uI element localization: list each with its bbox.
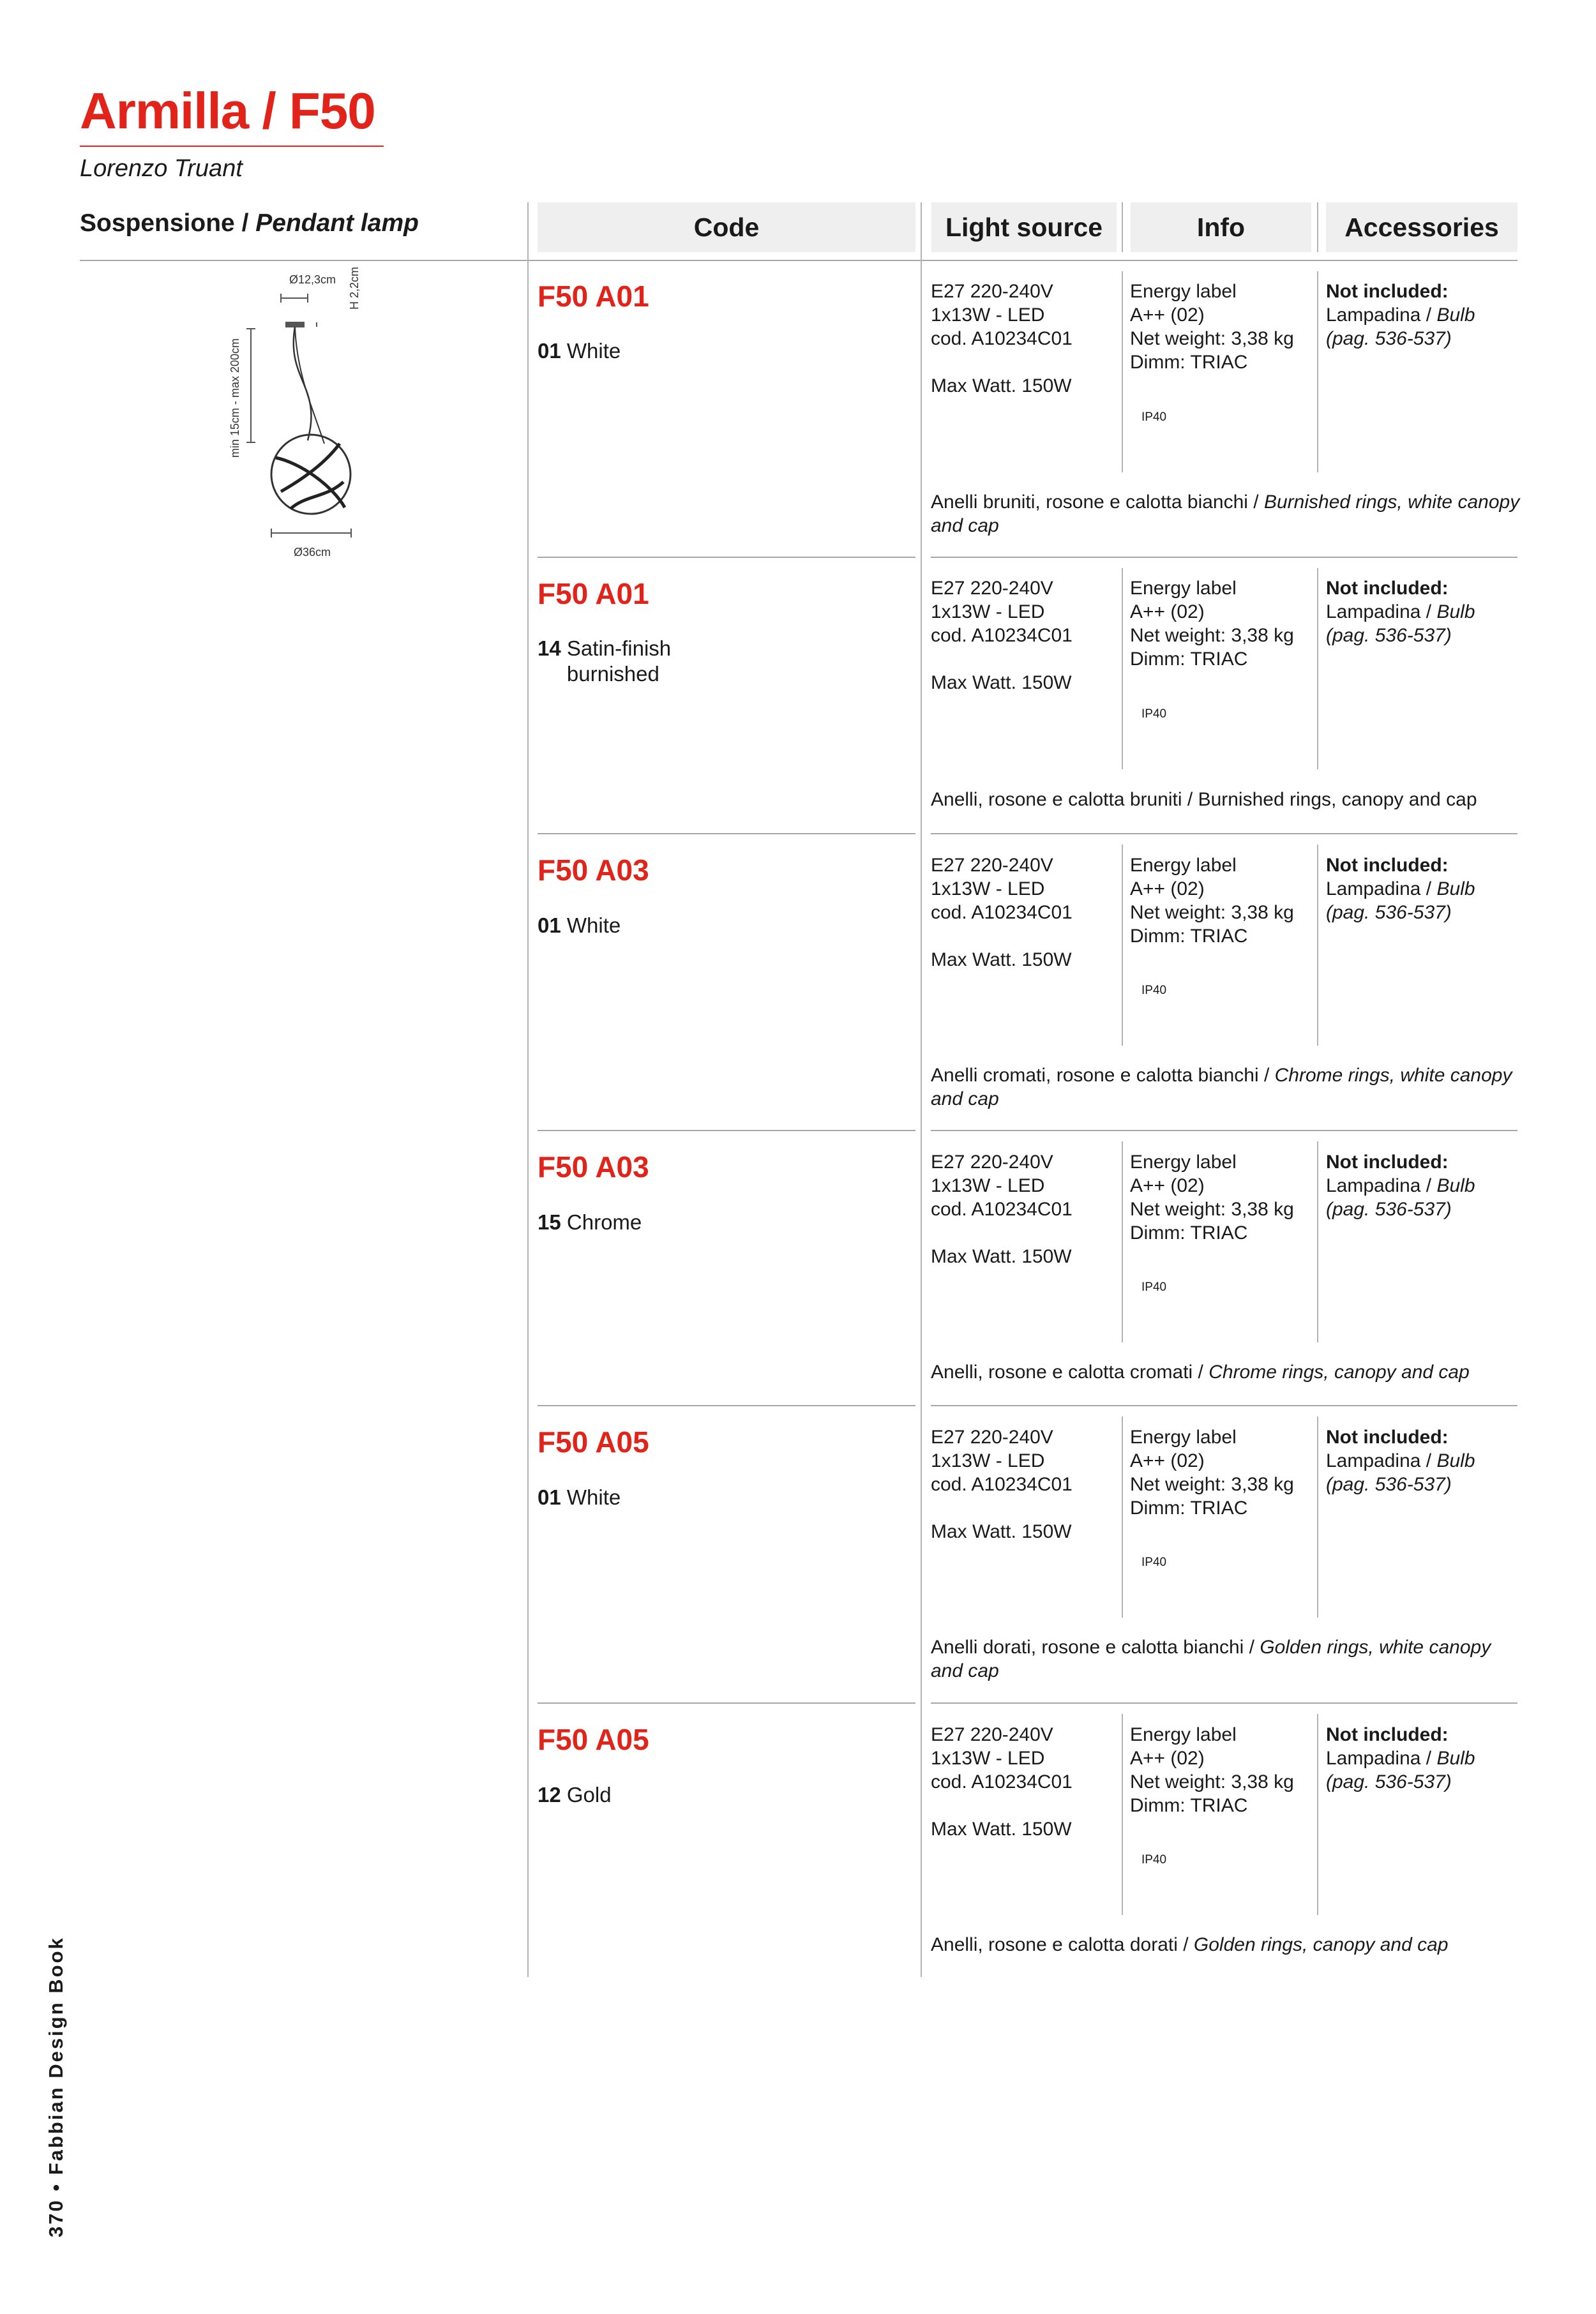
column-header-code: Code <box>538 202 915 252</box>
light-spec <box>931 1496 1073 1520</box>
desc-it: Anelli, rosone e calotta bruniti / Burnished rings, canopy and cap <box>931 789 1477 810</box>
product-description <box>931 490 1524 537</box>
acc-bulb-en: Bulb <box>1436 878 1475 899</box>
section-title <box>80 209 419 237</box>
accessories <box>1326 1150 1475 1221</box>
column-header-light-source: Light source <box>931 202 1117 252</box>
light-spec: cod. A10234C01 <box>931 902 1073 923</box>
page-footer <box>45 1936 68 2237</box>
row-divider-code <box>538 1702 915 1704</box>
ip-rating: IP40 <box>1141 707 1167 721</box>
light-spec: cod. A10234C01 <box>931 1199 1073 1220</box>
column-header-info: Info <box>1131 202 1311 252</box>
canopy-diameter-label: Ø12,3cm <box>289 273 336 286</box>
acc-bulb-en: Bulb <box>1436 1450 1475 1471</box>
cell-divider <box>1317 1141 1318 1342</box>
cell-divider <box>1122 845 1123 1046</box>
product-code: F50 A05 <box>538 1425 649 1459</box>
desc-it: Anelli, rosone e calotta dorati / <box>931 1934 1194 1955</box>
ip-rating: IP40 <box>1141 1556 1167 1569</box>
product-description <box>931 1635 1524 1683</box>
info-specs <box>1130 853 1294 948</box>
ip-rating: IP40 <box>1141 1853 1167 1867</box>
finish-name: White <box>566 339 621 363</box>
light-spec <box>931 350 1073 374</box>
acc-bulb-en: Bulb <box>1436 1748 1475 1769</box>
light-spec <box>931 1221 1073 1245</box>
info-spec: Energy label <box>1130 1724 1237 1745</box>
section-title-en: Pendant lamp <box>255 209 419 237</box>
acc-bulb-it: Lampadina <box>1326 878 1421 899</box>
acc-sep: / <box>1420 878 1437 899</box>
row-divider-specs <box>931 1130 1517 1131</box>
light-source-specs <box>931 576 1073 695</box>
light-spec: E27 220-240V <box>931 1724 1053 1745</box>
light-spec: 1x13W - LED <box>931 304 1045 326</box>
cell-divider <box>1317 845 1318 1046</box>
desc-en: Golden rings, white canopy and cap <box>931 1637 1491 1681</box>
column-header-accessories: Accessories <box>1326 202 1517 252</box>
info-spec: A++ (02) <box>1130 1748 1205 1769</box>
acc-title: Not included: <box>1326 1724 1449 1745</box>
column-divider-left <box>527 202 529 1977</box>
desc-it: Anelli dorati, rosone e calotta bianchi / <box>931 1637 1260 1658</box>
info-spec: A++ (02) <box>1130 878 1205 899</box>
acc-title: Not included: <box>1326 281 1449 302</box>
light-spec: E27 220-240V <box>931 281 1053 302</box>
canopy-height-text: H 2,2cm <box>348 266 361 310</box>
info-spec: A++ (02) <box>1130 1175 1205 1196</box>
column-divider-code <box>921 202 922 1977</box>
finish <box>538 636 682 687</box>
finish-code: 14 <box>538 636 561 660</box>
info-spec: Dimm: TRIAC <box>1130 352 1248 373</box>
info-spec: Dimm: TRIAC <box>1130 1795 1248 1816</box>
info-spec: A++ (02) <box>1130 1450 1205 1471</box>
finish-code: 01 <box>538 1485 561 1509</box>
cell-divider <box>1122 1141 1123 1342</box>
acc-sep: / <box>1420 1450 1437 1471</box>
column-divider-info <box>1317 202 1318 252</box>
acc-bulb <box>1326 600 1475 624</box>
product-code: F50 A03 <box>538 853 649 887</box>
ip-rating: IP40 <box>1141 1281 1167 1294</box>
page-number: 370 <box>45 2198 67 2237</box>
header-divider <box>80 260 1517 261</box>
acc-title: Not included: <box>1326 855 1449 876</box>
desc-it: Anelli cromati, rosone e calotta bianchi / <box>931 1065 1275 1086</box>
footer-bullet: • <box>45 2182 67 2191</box>
info-specs <box>1130 576 1294 671</box>
light-source-specs <box>931 1425 1073 1544</box>
accessories <box>1326 1723 1475 1794</box>
acc-pages: (pag. 536-537) <box>1326 625 1452 646</box>
ip-rating: IP40 <box>1141 984 1167 997</box>
info-spec: Dimm: TRIAC <box>1130 1222 1248 1243</box>
acc-bulb-it: Lampadina <box>1326 1175 1421 1196</box>
ip-rating: IP40 <box>1141 410 1167 424</box>
page-title: Armilla / F50 <box>80 82 375 139</box>
finish-code: 15 <box>538 1210 561 1234</box>
info-spec: Dimm: TRIAC <box>1130 649 1248 670</box>
acc-bulb <box>1326 1747 1475 1770</box>
product-code: F50 A01 <box>538 577 649 610</box>
acc-sep: / <box>1420 1748 1437 1769</box>
acc-bulb-it: Lampadina <box>1326 304 1421 326</box>
desc-en: Golden rings, canopy and cap <box>1193 1934 1449 1955</box>
light-spec <box>931 924 1073 948</box>
finish-code: 12 <box>538 1783 561 1807</box>
light-spec: 1x13W - LED <box>931 878 1045 899</box>
finish <box>538 1210 642 1235</box>
acc-sep: / <box>1420 304 1437 326</box>
accessories <box>1326 280 1475 350</box>
product-description <box>931 788 1524 811</box>
info-spec: Net weight: 3,38 kg <box>1130 1199 1294 1220</box>
light-spec: Max Watt. 150W <box>931 375 1072 396</box>
light-spec: 1x13W - LED <box>931 601 1045 622</box>
finish <box>538 338 621 364</box>
light-spec: cod. A10234C01 <box>931 328 1073 349</box>
info-spec: Energy label <box>1130 578 1237 599</box>
info-specs <box>1130 1150 1294 1245</box>
light-source-specs <box>931 1150 1073 1268</box>
desc-en: Chrome rings, white canopy and cap <box>931 1065 1512 1109</box>
row-divider-specs <box>931 833 1517 834</box>
product-description <box>931 1063 1524 1111</box>
cell-divider <box>1317 1714 1318 1915</box>
light-spec: E27 220-240V <box>931 855 1053 876</box>
row-divider-code <box>538 1405 915 1406</box>
finish-code: 01 <box>538 913 561 937</box>
acc-title: Not included: <box>1326 1427 1449 1448</box>
acc-bulb-it: Lampadina <box>1326 601 1421 622</box>
info-spec: Dimm: TRIAC <box>1130 926 1248 947</box>
product-code: F50 A03 <box>538 1150 649 1183</box>
designer-name: Lorenzo Truant <box>80 155 243 182</box>
accessories <box>1326 853 1475 924</box>
cell-divider <box>1317 1416 1318 1618</box>
info-spec: Energy label <box>1130 281 1237 302</box>
info-spec: Dimm: TRIAC <box>1130 1498 1248 1519</box>
light-spec: 1x13W - LED <box>931 1175 1045 1196</box>
light-source-specs <box>931 1723 1073 1841</box>
acc-sep: / <box>1420 1175 1437 1196</box>
product-description <box>931 1360 1524 1384</box>
info-spec: Net weight: 3,38 kg <box>1130 625 1294 646</box>
acc-pages: (pag. 536-537) <box>1326 1474 1452 1495</box>
info-spec: Net weight: 3,38 kg <box>1130 328 1294 349</box>
finish <box>538 1485 621 1510</box>
cell-divider <box>1317 568 1318 769</box>
info-spec: Net weight: 3,38 kg <box>1130 902 1294 923</box>
product-code: F50 A01 <box>538 280 649 313</box>
acc-bulb-it: Lampadina <box>1326 1748 1421 1769</box>
light-spec: Max Watt. 150W <box>931 1521 1072 1542</box>
acc-title: Not included: <box>1326 578 1449 599</box>
info-spec: A++ (02) <box>1130 304 1205 326</box>
finish <box>538 1782 612 1808</box>
info-spec: A++ (02) <box>1130 601 1205 622</box>
book-title: Fabbian Design Book <box>45 1936 67 2175</box>
acc-sep: / <box>1420 601 1437 622</box>
column-divider-light <box>1122 202 1123 252</box>
pendant-lamp-drawing-icon <box>230 271 383 571</box>
finish-code: 01 <box>538 339 561 363</box>
acc-bulb <box>1326 1449 1475 1473</box>
info-spec: Energy label <box>1130 855 1237 876</box>
accessories <box>1326 1425 1475 1496</box>
row-divider-code <box>538 833 915 834</box>
finish-name: Gold <box>566 1783 612 1807</box>
light-spec: Max Watt. 150W <box>931 949 1072 970</box>
acc-bulb <box>1326 877 1475 901</box>
row-divider-specs <box>931 1405 1517 1406</box>
acc-pages: (pag. 536-537) <box>1326 1199 1452 1220</box>
info-spec: Net weight: 3,38 kg <box>1130 1474 1294 1495</box>
acc-pages: (pag. 536-537) <box>1326 902 1452 923</box>
light-spec: E27 220-240V <box>931 1152 1053 1173</box>
product-description <box>931 1933 1524 1957</box>
finish-name: Satin-finish burnished <box>566 636 672 686</box>
canopy-height-label <box>348 267 361 310</box>
sphere-diameter-label: Ø36cm <box>294 546 331 559</box>
light-spec: Max Watt. 150W <box>931 1819 1072 1840</box>
acc-pages: (pag. 536-537) <box>1326 328 1452 349</box>
cell-divider <box>1122 568 1123 769</box>
finish <box>538 913 621 938</box>
light-spec: Max Watt. 150W <box>931 672 1072 693</box>
section-title-it: Sospensione <box>80 209 235 237</box>
finish-name: White <box>566 913 621 937</box>
desc-en: Burnished rings, white canopy and cap <box>931 492 1520 536</box>
light-spec: cod. A10234C01 <box>931 1474 1073 1495</box>
desc-it: Anelli bruniti, rosone e calotta bianchi / <box>931 492 1264 513</box>
light-spec <box>931 647 1073 671</box>
section-title-sep: / <box>234 209 256 237</box>
light-spec: 1x13W - LED <box>931 1748 1045 1769</box>
light-source-specs <box>931 853 1073 972</box>
cell-divider <box>1122 1714 1123 1915</box>
accessories <box>1326 576 1475 647</box>
cell-divider <box>1317 271 1318 472</box>
cell-divider <box>1122 271 1123 472</box>
acc-pages: (pag. 536-537) <box>1326 1771 1452 1792</box>
cable-length-label: min 15cm - max 200cm <box>229 338 241 458</box>
finish-name: White <box>566 1485 621 1509</box>
acc-bulb-en: Bulb <box>1436 1175 1475 1196</box>
acc-bulb <box>1326 1174 1475 1198</box>
light-spec: cod. A10234C01 <box>931 625 1073 646</box>
acc-bulb-en: Bulb <box>1436 601 1475 622</box>
info-specs <box>1130 280 1294 374</box>
product-drawing <box>229 266 383 571</box>
acc-bulb-en: Bulb <box>1436 304 1475 326</box>
acc-title: Not included: <box>1326 1152 1449 1173</box>
row-divider-specs <box>931 557 1517 558</box>
desc-it: Anelli, rosone e calotta cromati / <box>931 1362 1209 1383</box>
light-source-specs <box>931 280 1073 398</box>
info-spec: Energy label <box>1130 1427 1237 1448</box>
row-divider-code <box>538 1130 915 1131</box>
light-spec <box>931 1794 1073 1817</box>
acc-bulb <box>1326 303 1475 327</box>
info-specs <box>1130 1723 1294 1817</box>
info-spec: Energy label <box>1130 1152 1237 1173</box>
info-specs <box>1130 1425 1294 1520</box>
finish-name: Chrome <box>566 1210 642 1234</box>
row-divider-specs <box>931 1702 1517 1704</box>
desc-en: Chrome rings, canopy and cap <box>1208 1362 1470 1383</box>
light-spec: 1x13W - LED <box>931 1450 1045 1471</box>
title-underline <box>80 146 384 147</box>
acc-bulb-it: Lampadina <box>1326 1450 1421 1471</box>
cell-divider <box>1122 1416 1123 1618</box>
light-spec: cod. A10234C01 <box>931 1771 1073 1792</box>
light-spec: E27 220-240V <box>931 578 1053 599</box>
row-divider-code <box>538 557 915 558</box>
info-spec: Net weight: 3,38 kg <box>1130 1771 1294 1792</box>
light-spec: Max Watt. 150W <box>931 1246 1072 1267</box>
product-code: F50 A05 <box>538 1723 649 1756</box>
light-spec: E27 220-240V <box>931 1427 1053 1448</box>
